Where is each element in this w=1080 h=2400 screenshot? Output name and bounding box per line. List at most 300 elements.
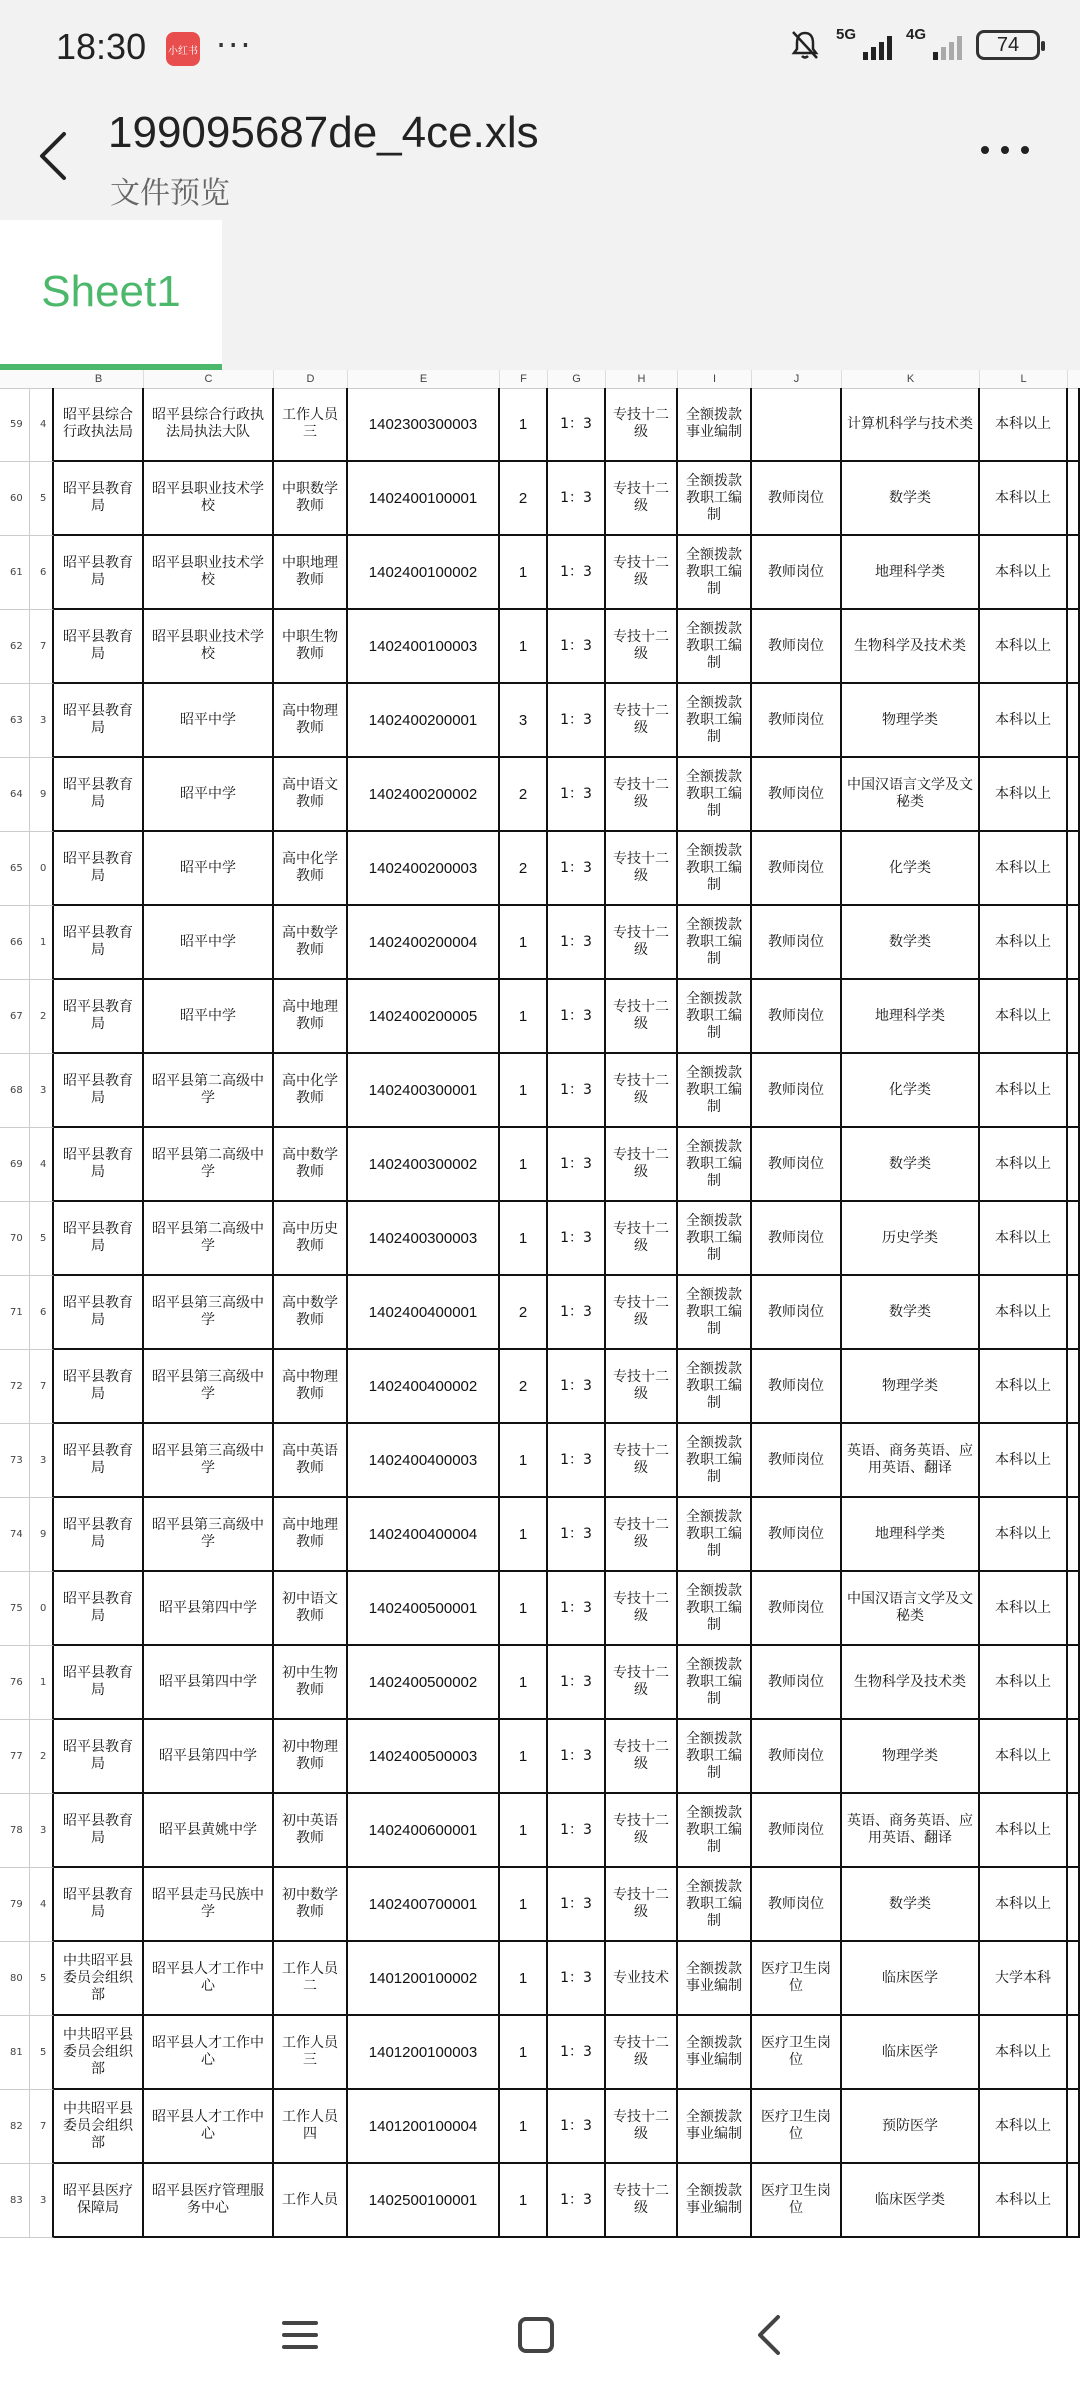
table-cell[interactable]: 物理学类 (842, 1720, 980, 1794)
table-cell[interactable]: 1 (500, 1794, 548, 1868)
table-cell[interactable]: 本科以上 (980, 610, 1068, 684)
table-cell[interactable]: 临床医学 (842, 2016, 980, 2090)
table-row[interactable] (0, 980, 1080, 1054)
table-cell[interactable]: 本科以上 (980, 1424, 1068, 1498)
row-number[interactable]: 64 (0, 758, 30, 832)
table-cell[interactable]: 专技十二级 (606, 1424, 678, 1498)
table-cell[interactable]: 1：3 (548, 1572, 606, 1646)
table-cell[interactable]: 本科以上 (980, 1498, 1068, 1572)
table-cell[interactable]: 0 (30, 832, 54, 906)
table-cell[interactable]: 1：3 (548, 1202, 606, 1276)
row-number[interactable]: 59 (0, 388, 30, 462)
table-cell[interactable]: 昭平县教育局 (54, 1646, 144, 1720)
table-cell[interactable]: 1：3 (548, 610, 606, 684)
table-cell[interactable]: 专技十二级 (606, 832, 678, 906)
tab-sheet1[interactable]: Sheet1 (0, 220, 222, 370)
table-cell[interactable]: 1402400400003 (348, 1424, 500, 1498)
row-number[interactable]: 60 (0, 462, 30, 536)
table-cell[interactable]: 3 (500, 684, 548, 758)
table-cell[interactable]: 全额拨款教职工编制 (678, 610, 752, 684)
table-cell[interactable]: 地理科学类 (842, 1498, 980, 1572)
table-cell[interactable]: 1402400100002 (348, 536, 500, 610)
table-cell[interactable]: 本科以上 (980, 1572, 1068, 1646)
table-cell[interactable]: 数学类 (842, 1868, 980, 1942)
table-cell[interactable]: 高中数学教师 (274, 1128, 348, 1202)
table-cell[interactable]: 1 (500, 1202, 548, 1276)
table-row[interactable] (0, 462, 1080, 536)
table-cell[interactable]: 昭平中学 (144, 758, 274, 832)
table-row[interactable] (0, 2090, 1080, 2164)
table-cell[interactable]: 临床医学类 (842, 2164, 980, 2238)
table-cell[interactable]: 本科以上 (980, 1720, 1068, 1794)
table-cell[interactable]: 昭平县教育局 (54, 1794, 144, 1868)
table-cell[interactable]: 医疗卫生岗位 (752, 2164, 842, 2238)
table-cell[interactable]: 高中数学教师 (274, 906, 348, 980)
table-cell[interactable]: 9 (30, 1498, 54, 1572)
table-cell[interactable]: 1 (500, 1720, 548, 1794)
table-cell[interactable]: 5 (30, 2016, 54, 2090)
table-cell[interactable]: 专业技术 (606, 1942, 678, 2016)
table-cell[interactable]: 初中生物教师 (274, 1646, 348, 1720)
table-cell[interactable]: 专技十二级 (606, 388, 678, 462)
table-cell[interactable]: 全额拨款教职工编制 (678, 1646, 752, 1720)
table-cell[interactable]: 1402400200004 (348, 906, 500, 980)
row-number[interactable]: 81 (0, 2016, 30, 2090)
table-cell[interactable]: 7 (30, 1350, 54, 1424)
table-cell-overflow[interactable] (1068, 832, 1080, 906)
table-cell-overflow[interactable] (1068, 1572, 1080, 1646)
row-number[interactable]: 79 (0, 1868, 30, 1942)
table-cell[interactable]: 专技十二级 (606, 1572, 678, 1646)
table-cell[interactable]: 昭平县教育局 (54, 980, 144, 1054)
back-icon[interactable] (30, 126, 74, 186)
table-cell[interactable]: 昭平县黄姚中学 (144, 1794, 274, 1868)
table-cell[interactable]: 高中地理教师 (274, 980, 348, 1054)
table-cell[interactable]: 教师岗位 (752, 462, 842, 536)
row-number[interactable]: 78 (0, 1794, 30, 1868)
row-number[interactable]: 69 (0, 1128, 30, 1202)
table-cell[interactable]: 中共昭平县委员会组织部 (54, 2016, 144, 2090)
table-cell[interactable]: 中职数学教师 (274, 462, 348, 536)
table-cell[interactable]: 1 (500, 1868, 548, 1942)
table-row[interactable] (0, 536, 1080, 610)
table-cell[interactable]: 0 (30, 1572, 54, 1646)
table-cell[interactable]: 专技十二级 (606, 2090, 678, 2164)
table-cell[interactable]: 1 (500, 1498, 548, 1572)
table-cell[interactable]: 预防医学 (842, 2090, 980, 2164)
table-cell[interactable]: 1 (500, 1572, 548, 1646)
table-cell[interactable]: 1402400100001 (348, 462, 500, 536)
table-cell[interactable]: 1：3 (548, 388, 606, 462)
table-cell[interactable]: 本科以上 (980, 1646, 1068, 1720)
table-cell[interactable]: 1：3 (548, 2016, 606, 2090)
table-cell[interactable]: 全额拨款教职工编制 (678, 906, 752, 980)
table-cell[interactable]: 昭平中学 (144, 980, 274, 1054)
row-number[interactable]: 74 (0, 1498, 30, 1572)
table-cell[interactable]: 昭平县人才工作中心 (144, 2016, 274, 2090)
table-cell[interactable]: 昭平中学 (144, 832, 274, 906)
table-cell-overflow[interactable] (1068, 1202, 1080, 1276)
row-number[interactable]: 61 (0, 536, 30, 610)
table-cell[interactable]: 昭平县综合行政执法局 (54, 388, 144, 462)
table-cell[interactable]: 本科以上 (980, 758, 1068, 832)
table-cell[interactable]: 1402400200002 (348, 758, 500, 832)
table-cell[interactable]: 全额拨款教职工编制 (678, 1276, 752, 1350)
table-cell[interactable]: 教师岗位 (752, 832, 842, 906)
table-cell[interactable]: 物理学类 (842, 1350, 980, 1424)
table-cell[interactable]: 2 (500, 1350, 548, 1424)
table-cell[interactable]: 3 (30, 1424, 54, 1498)
table-cell[interactable]: 1：3 (548, 536, 606, 610)
table-row[interactable] (0, 758, 1080, 832)
row-number[interactable]: 62 (0, 610, 30, 684)
table-cell[interactable]: 教师岗位 (752, 1276, 842, 1350)
table-cell[interactable]: 昭平县教育局 (54, 1202, 144, 1276)
table-cell[interactable]: 全额拨款教职工编制 (678, 1720, 752, 1794)
table-cell[interactable]: 全额拨款事业编制 (678, 2164, 752, 2238)
table-cell[interactable]: 本科以上 (980, 2164, 1068, 2238)
table-cell[interactable]: 本科以上 (980, 980, 1068, 1054)
table-row[interactable] (0, 1128, 1080, 1202)
table-cell[interactable]: 本科以上 (980, 2016, 1068, 2090)
table-cell[interactable]: 本科以上 (980, 1276, 1068, 1350)
table-cell[interactable]: 教师岗位 (752, 1424, 842, 1498)
table-cell[interactable]: 全额拨款教职工编制 (678, 832, 752, 906)
table-cell[interactable]: 昭平县教育局 (54, 1054, 144, 1128)
table-cell[interactable]: 1：3 (548, 1720, 606, 1794)
table-cell[interactable]: 专技十二级 (606, 536, 678, 610)
table-cell[interactable]: 昭平县教育局 (54, 906, 144, 980)
table-cell[interactable]: 全额拨款教职工编制 (678, 462, 752, 536)
table-row[interactable] (0, 1646, 1080, 1720)
table-cell[interactable]: 专技十二级 (606, 1350, 678, 1424)
table-cell[interactable]: 1：3 (548, 1868, 606, 1942)
table-cell[interactable]: 全额拨款教职工编制 (678, 536, 752, 610)
table-cell[interactable]: 1 (30, 1646, 54, 1720)
table-row[interactable] (0, 1794, 1080, 1868)
table-cell[interactable]: 1 (500, 1424, 548, 1498)
table-cell[interactable]: 初中语文教师 (274, 1572, 348, 1646)
table-cell[interactable]: 临床医学 (842, 1942, 980, 2016)
table-cell[interactable]: 9 (30, 758, 54, 832)
table-row[interactable] (0, 1424, 1080, 1498)
table-cell[interactable]: 1：3 (548, 1054, 606, 1128)
table-cell[interactable]: 专技十二级 (606, 1054, 678, 1128)
table-cell[interactable]: 1 (500, 980, 548, 1054)
table-cell[interactable]: 高中数学教师 (274, 1276, 348, 1350)
table-cell[interactable]: 专技十二级 (606, 2016, 678, 2090)
home-nav-icon[interactable] (506, 2305, 566, 2365)
table-cell[interactable]: 1402400600001 (348, 1794, 500, 1868)
table-cell[interactable]: 专技十二级 (606, 1128, 678, 1202)
table-cell[interactable]: 1402400300001 (348, 1054, 500, 1128)
table-cell[interactable]: 1：3 (548, 758, 606, 832)
table-cell[interactable]: 教师岗位 (752, 1350, 842, 1424)
table-cell[interactable]: 全额拨款事业编制 (678, 2016, 752, 2090)
table-cell[interactable]: 4 (30, 1128, 54, 1202)
table-cell-overflow[interactable] (1068, 1276, 1080, 1350)
table-cell[interactable]: 专技十二级 (606, 1646, 678, 1720)
table-cell[interactable]: 昭平县教育局 (54, 536, 144, 610)
table-cell[interactable]: 生物科学及技术类 (842, 1646, 980, 1720)
table-cell[interactable]: 5 (30, 1202, 54, 1276)
table-cell[interactable]: 1402400500001 (348, 1572, 500, 1646)
table-cell[interactable]: 生物科学及技术类 (842, 610, 980, 684)
table-cell[interactable]: 中职生物教师 (274, 610, 348, 684)
table-cell[interactable]: 1401200100004 (348, 2090, 500, 2164)
table-cell[interactable]: 昭平县第三高级中学 (144, 1498, 274, 1572)
row-number[interactable]: 67 (0, 980, 30, 1054)
table-cell-overflow[interactable] (1068, 1054, 1080, 1128)
table-cell[interactable]: 工作人员三 (274, 388, 348, 462)
table-cell[interactable]: 4 (30, 388, 54, 462)
table-cell[interactable]: 全额拨款教职工编制 (678, 758, 752, 832)
table-cell[interactable]: 昭平县第二高级中学 (144, 1054, 274, 1128)
table-cell[interactable]: 昭平县教育局 (54, 758, 144, 832)
table-cell[interactable]: 1402400200001 (348, 684, 500, 758)
row-number[interactable]: 71 (0, 1276, 30, 1350)
table-cell[interactable]: 专技十二级 (606, 1498, 678, 1572)
table-cell[interactable]: 教师岗位 (752, 1572, 842, 1646)
table-cell[interactable]: 昭平县第二高级中学 (144, 1128, 274, 1202)
table-cell[interactable]: 地理科学类 (842, 536, 980, 610)
table-cell[interactable]: 1402400400001 (348, 1276, 500, 1350)
table-cell[interactable]: 专技十二级 (606, 610, 678, 684)
table-cell[interactable]: 1402400300002 (348, 1128, 500, 1202)
table-cell[interactable]: 1 (500, 610, 548, 684)
table-cell[interactable]: 昭平县教育局 (54, 610, 144, 684)
table-cell[interactable]: 1：3 (548, 684, 606, 758)
table-cell[interactable]: 1：3 (548, 1424, 606, 1498)
table-cell[interactable]: 1402400700001 (348, 1868, 500, 1942)
table-cell[interactable]: 初中英语教师 (274, 1794, 348, 1868)
table-cell[interactable]: 高中化学教师 (274, 1054, 348, 1128)
table-cell[interactable]: 昭平县职业技术学校 (144, 536, 274, 610)
table-cell[interactable]: 昭平县第三高级中学 (144, 1424, 274, 1498)
table-cell-overflow[interactable] (1068, 684, 1080, 758)
table-cell[interactable]: 本科以上 (980, 1054, 1068, 1128)
table-cell[interactable]: 1401200100002 (348, 1942, 500, 2016)
table-cell[interactable]: 全额拨款教职工编制 (678, 1128, 752, 1202)
table-row[interactable] (0, 1942, 1080, 2016)
table-cell[interactable]: 工作人员二 (274, 1942, 348, 2016)
table-row[interactable] (0, 684, 1080, 758)
row-number[interactable]: 66 (0, 906, 30, 980)
table-cell-overflow[interactable] (1068, 1350, 1080, 1424)
table-cell[interactable]: 昭平县教育局 (54, 1498, 144, 1572)
table-cell[interactable]: 1 (500, 2090, 548, 2164)
table-cell[interactable]: 昭平中学 (144, 906, 274, 980)
table-row[interactable] (0, 1720, 1080, 1794)
table-cell[interactable]: 中国汉语言文学及文秘类 (842, 1572, 980, 1646)
table-cell[interactable]: 本科以上 (980, 684, 1068, 758)
table-cell[interactable]: 教师岗位 (752, 1720, 842, 1794)
table-cell[interactable]: 高中地理教师 (274, 1498, 348, 1572)
table-cell[interactable]: 本科以上 (980, 906, 1068, 980)
table-cell[interactable]: 昭平县人才工作中心 (144, 1942, 274, 2016)
table-cell-overflow[interactable] (1068, 2164, 1080, 2238)
table-cell[interactable] (752, 388, 842, 462)
table-cell[interactable]: 1402500100001 (348, 2164, 500, 2238)
table-cell[interactable]: 昭平县第四中学 (144, 1720, 274, 1794)
table-cell[interactable]: 3 (30, 684, 54, 758)
table-cell-overflow[interactable] (1068, 2090, 1080, 2164)
table-cell[interactable]: 高中化学教师 (274, 832, 348, 906)
table-cell[interactable]: 教师岗位 (752, 684, 842, 758)
table-row[interactable] (0, 1054, 1080, 1128)
table-cell[interactable]: 物理学类 (842, 684, 980, 758)
table-cell[interactable]: 教师岗位 (752, 536, 842, 610)
table-cell[interactable]: 1402400400002 (348, 1350, 500, 1424)
table-row[interactable] (0, 1276, 1080, 1350)
table-cell[interactable]: 教师岗位 (752, 1794, 842, 1868)
table-cell[interactable]: 教师岗位 (752, 1054, 842, 1128)
table-cell[interactable]: 1402400100003 (348, 610, 500, 684)
row-number[interactable]: 73 (0, 1424, 30, 1498)
table-cell[interactable]: 中共昭平县委员会组织部 (54, 2090, 144, 2164)
table-cell[interactable]: 2 (30, 980, 54, 1054)
table-cell[interactable]: 全额拨款教职工编制 (678, 1498, 752, 1572)
table-row[interactable] (0, 1572, 1080, 1646)
table-cell[interactable]: 教师岗位 (752, 906, 842, 980)
table-cell[interactable]: 医疗卫生岗位 (752, 1942, 842, 2016)
table-cell[interactable]: 1：3 (548, 832, 606, 906)
table-cell[interactable]: 教师岗位 (752, 980, 842, 1054)
table-cell[interactable]: 全额拨款事业编制 (678, 388, 752, 462)
table-cell[interactable]: 4 (30, 1868, 54, 1942)
table-cell-overflow[interactable] (1068, 906, 1080, 980)
row-number[interactable]: 75 (0, 1572, 30, 1646)
table-cell[interactable]: 工作人员三 (274, 2016, 348, 2090)
table-row[interactable] (0, 1868, 1080, 1942)
table-cell-overflow[interactable] (1068, 2016, 1080, 2090)
table-cell[interactable]: 3 (30, 1054, 54, 1128)
table-cell-overflow[interactable] (1068, 758, 1080, 832)
table-cell[interactable]: 专技十二级 (606, 1276, 678, 1350)
table-cell[interactable]: 全额拨款教职工编制 (678, 1054, 752, 1128)
table-cell[interactable]: 昭平县职业技术学校 (144, 462, 274, 536)
table-cell[interactable]: 教师岗位 (752, 758, 842, 832)
table-cell[interactable]: 昭平县医疗管理服务中心 (144, 2164, 274, 2238)
table-row[interactable] (0, 610, 1080, 684)
table-cell[interactable]: 全额拨款教职工编制 (678, 1424, 752, 1498)
table-cell[interactable]: 2 (500, 1276, 548, 1350)
table-cell-overflow[interactable] (1068, 1868, 1080, 1942)
table-cell[interactable]: 专技十二级 (606, 980, 678, 1054)
table-cell[interactable]: 数学类 (842, 1128, 980, 1202)
table-cell[interactable]: 全额拨款教职工编制 (678, 980, 752, 1054)
table-cell-overflow[interactable] (1068, 462, 1080, 536)
table-cell[interactable]: 1402400200005 (348, 980, 500, 1054)
table-cell[interactable]: 昭平县教育局 (54, 462, 144, 536)
table-cell[interactable]: 专技十二级 (606, 1202, 678, 1276)
row-number[interactable]: 72 (0, 1350, 30, 1424)
table-cell[interactable]: 1402400500002 (348, 1646, 500, 1720)
table-cell[interactable]: 全额拨款事业编制 (678, 1942, 752, 2016)
table-row[interactable] (0, 1202, 1080, 1276)
table-cell[interactable]: 6 (30, 1276, 54, 1350)
table-cell[interactable]: 高中历史教师 (274, 1202, 348, 1276)
table-cell[interactable]: 工作人员四 (274, 2090, 348, 2164)
table-row[interactable] (0, 2164, 1080, 2238)
table-cell[interactable]: 专技十二级 (606, 684, 678, 758)
table-cell[interactable]: 历史学类 (842, 1202, 980, 1276)
row-number[interactable]: 70 (0, 1202, 30, 1276)
table-cell[interactable]: 昭平县综合行政执法局执法大队 (144, 388, 274, 462)
table-cell[interactable]: 1402400200003 (348, 832, 500, 906)
table-cell[interactable]: 1：3 (548, 1276, 606, 1350)
table-cell[interactable]: 全额拨款事业编制 (678, 2090, 752, 2164)
spreadsheet-view[interactable] (0, 370, 1080, 2270)
table-cell[interactable]: 昭平县教育局 (54, 684, 144, 758)
table-cell[interactable]: 2 (500, 832, 548, 906)
table-cell[interactable]: 初中数学教师 (274, 1868, 348, 1942)
table-cell[interactable]: 本科以上 (980, 2090, 1068, 2164)
table-cell[interactable]: 1402400400004 (348, 1498, 500, 1572)
table-cell[interactable]: 本科以上 (980, 1202, 1068, 1276)
table-cell[interactable]: 地理科学类 (842, 980, 980, 1054)
table-cell[interactable]: 专技十二级 (606, 1720, 678, 1794)
table-cell[interactable]: 1 (500, 536, 548, 610)
table-cell[interactable]: 昭平县第三高级中学 (144, 1350, 274, 1424)
table-row[interactable] (0, 388, 1080, 462)
table-cell[interactable]: 数学类 (842, 906, 980, 980)
table-cell-overflow[interactable] (1068, 1646, 1080, 1720)
table-cell[interactable]: 专技十二级 (606, 462, 678, 536)
table-cell[interactable]: 全额拨款教职工编制 (678, 1572, 752, 1646)
table-cell[interactable]: 2 (500, 758, 548, 832)
table-cell[interactable]: 昭平县第三高级中学 (144, 1276, 274, 1350)
table-cell[interactable]: 1：3 (548, 2090, 606, 2164)
table-cell[interactable]: 全额拨款教职工编制 (678, 1202, 752, 1276)
table-cell[interactable]: 专技十二级 (606, 1868, 678, 1942)
row-number[interactable]: 80 (0, 1942, 30, 2016)
table-cell[interactable]: 计算机科学与技术类 (842, 388, 980, 462)
table-cell[interactable]: 昭平县教育局 (54, 1276, 144, 1350)
table-cell[interactable]: 1：3 (548, 980, 606, 1054)
table-cell[interactable]: 数学类 (842, 1276, 980, 1350)
table-cell[interactable]: 昭平县职业技术学校 (144, 610, 274, 684)
table-cell[interactable]: 昭平县人才工作中心 (144, 2090, 274, 2164)
table-cell[interactable]: 1 (500, 906, 548, 980)
table-cell[interactable]: 教师岗位 (752, 1202, 842, 1276)
table-cell[interactable]: 数学类 (842, 462, 980, 536)
table-cell[interactable]: 1 (30, 906, 54, 980)
table-cell[interactable]: 本科以上 (980, 1868, 1068, 1942)
table-cell-overflow[interactable] (1068, 536, 1080, 610)
table-cell[interactable]: 中职地理教师 (274, 536, 348, 610)
table-cell[interactable]: 昭平县教育局 (54, 832, 144, 906)
table-cell[interactable]: 昭平县第二高级中学 (144, 1202, 274, 1276)
table-cell[interactable]: 教师岗位 (752, 610, 842, 684)
table-cell[interactable]: 昭平县教育局 (54, 1720, 144, 1794)
row-number[interactable]: 76 (0, 1646, 30, 1720)
table-cell[interactable]: 昭平县第四中学 (144, 1646, 274, 1720)
table-cell[interactable]: 全额拨款教职工编制 (678, 684, 752, 758)
table-cell-overflow[interactable] (1068, 1794, 1080, 1868)
table-cell[interactable]: 英语、商务英语、应用英语、翻译 (842, 1794, 980, 1868)
table-cell[interactable]: 1：3 (548, 462, 606, 536)
table-cell[interactable]: 高中物理教师 (274, 1350, 348, 1424)
table-cell[interactable]: 昭平县走马民族中学 (144, 1868, 274, 1942)
table-row[interactable] (0, 906, 1080, 980)
table-cell[interactable]: 5 (30, 1942, 54, 2016)
table-cell[interactable]: 2 (500, 462, 548, 536)
table-cell[interactable]: 昭平县第四中学 (144, 1572, 274, 1646)
table-cell[interactable]: 1：3 (548, 1942, 606, 2016)
table-cell[interactable]: 昭平县教育局 (54, 1868, 144, 1942)
back-nav-icon[interactable] (740, 2305, 800, 2365)
